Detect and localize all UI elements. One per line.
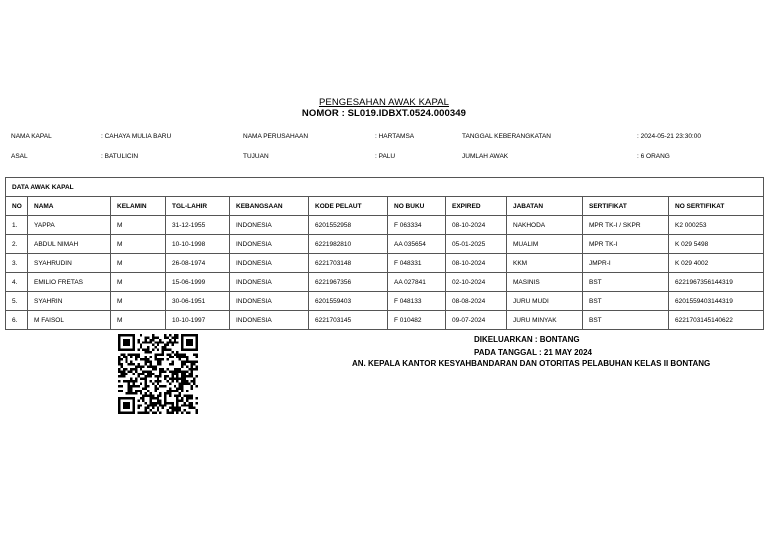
cell-certificate-no: 6221703145140622 [669,311,764,330]
cell-certificate-no: K 029 4002 [669,254,764,273]
cell-birth-date: 10-10-1998 [166,235,230,254]
table-caption-row [6,178,764,197]
cell-birth-date: 26-08-1974 [166,254,230,273]
cell-book-no: AA 035654 [388,235,446,254]
cell-no: 6. [6,311,28,330]
departure-value: : 2024-05-21 23:30:00 [637,133,701,140]
cell-gender: M [111,311,166,330]
header-expired: EXPIRED [446,197,507,216]
cell-birth-date: 15-06-1999 [166,273,230,292]
cell-expired: 08-10-2024 [446,216,507,235]
cell-book-no: F 048331 [388,254,446,273]
cell-gender: M [111,235,166,254]
crew-table [5,177,764,330]
table-row [6,216,764,235]
table-caption: DATA AWAK KAPAL [6,178,764,197]
cell-certificate: BST [583,292,669,311]
table-row [6,235,764,254]
table-row [6,273,764,292]
header-birth-date: TGL-LAHIR [166,197,230,216]
qr-code [118,334,198,414]
cell-position: MUALIM [507,235,583,254]
destination-value: : PALU [375,153,396,160]
cell-nationality: INDONESIA [230,216,309,235]
origin-value: : BATULICIN [101,153,139,160]
qr-modules [118,334,198,414]
cell-no: 5. [6,292,28,311]
cell-book-no: F 048133 [388,292,446,311]
cell-no: 3. [6,254,28,273]
cell-seafarer-code: 6201559403 [309,292,388,311]
header-no: NO [6,197,28,216]
cell-certificate-no: K2 000253 [669,216,764,235]
header-gender: KELAMIN [111,197,166,216]
header-name: NAMA [28,197,111,216]
header-seafarer-code: KODE PELAUT [309,197,388,216]
company-label: NAMA PERUSAHAAN [243,133,309,140]
cell-nationality: INDONESIA [230,235,309,254]
origin-label: ASAL [11,153,28,160]
table-header-row [6,197,764,216]
header-book-no: NO BUKU [388,197,446,216]
cell-expired: 08-08-2024 [446,292,507,311]
header-certificate-no: NO SERTIFIKAT [669,197,764,216]
cell-expired: 05-01-2025 [446,235,507,254]
table-row [6,292,764,311]
cell-certificate: BST [583,311,669,330]
crew-count-label: JUMLAH AWAK [462,153,509,160]
departure-label: TANGGAL KEBERANGKATAN [462,133,551,140]
cell-expired: 09-07-2024 [446,311,507,330]
cell-birth-date: 10-10-1997 [166,311,230,330]
cell-name: YAPPA [28,216,111,235]
cell-certificate: JMPR-I [583,254,669,273]
cell-position: JURU MINYAK [507,311,583,330]
document-title: PENGESAHAN AWAK KAPAL [318,97,450,108]
cell-name: M FAISOL [28,311,111,330]
issued-at: DIKELUARKAN : BONTANG [474,335,580,344]
cell-name: SYAHRUDIN [28,254,111,273]
issue-date: PADA TANGGAL : 21 MAY 2024 [474,348,592,357]
cell-seafarer-code: 6221982810 [309,235,388,254]
cell-book-no: AA 027841 [388,273,446,292]
cell-gender: M [111,292,166,311]
cell-seafarer-code: 6221703148 [309,254,388,273]
header-nationality: KEBANGSAAN [230,197,309,216]
company-value: : HARTAMSA [375,133,415,140]
cell-seafarer-code: 6221703145 [309,311,388,330]
cell-nationality: INDONESIA [230,254,309,273]
cell-seafarer-code: 6201552958 [309,216,388,235]
cell-certificate-no: 6221967356144319 [669,273,764,292]
cell-position: MASINIS [507,273,583,292]
cell-name: SYAHRIN [28,292,111,311]
cell-certificate: MPR TK-I [583,235,669,254]
cell-name: EMILIO FRETAS [28,273,111,292]
destination-label: TUJUAN [243,153,269,160]
cell-position: JURU MUDI [507,292,583,311]
cell-gender: M [111,216,166,235]
cell-nationality: INDONESIA [230,273,309,292]
cell-no: 4. [6,273,28,292]
cell-book-no: F 010482 [388,311,446,330]
cell-gender: M [111,254,166,273]
cell-expired: 08-10-2024 [446,254,507,273]
cell-seafarer-code: 6221967356 [309,273,388,292]
cell-name: ABDUL NIMAH [28,235,111,254]
document-number: NOMOR : SL019.IDBXT.0524.000349 [301,108,467,119]
issuing-authority: AN. KEPALA KANTOR KESYAHBANDARAN DAN OTORITAS PELABUHAN KELAS II BONTANG [352,359,711,368]
cell-birth-date: 31-12-1955 [166,216,230,235]
crew-count-value: : 6 ORANG [637,153,670,160]
ship-name-label: NAMA KAPAL [11,133,52,140]
cell-nationality: INDONESIA [230,292,309,311]
cell-no: 1. [6,216,28,235]
ship-name-value: : CAHAYA MULIA BARU [101,133,172,140]
cell-certificate: BST [583,273,669,292]
cell-position: NAKHODA [507,216,583,235]
cell-certificate-no: 6201559403144319 [669,292,764,311]
cell-no: 2. [6,235,28,254]
header-certificate: SERTIFIKAT [583,197,669,216]
cell-certificate-no: K 029 5498 [669,235,764,254]
cell-birth-date: 30-06-1951 [166,292,230,311]
cell-expired: 02-10-2024 [446,273,507,292]
cell-nationality: INDONESIA [230,311,309,330]
cell-position: KKM [507,254,583,273]
cell-certificate: MPR TK-I / SKPR [583,216,669,235]
table-row [6,254,764,273]
table-row [6,311,764,330]
header-position: JABATAN [507,197,583,216]
cell-gender: M [111,273,166,292]
cell-book-no: F 063334 [388,216,446,235]
